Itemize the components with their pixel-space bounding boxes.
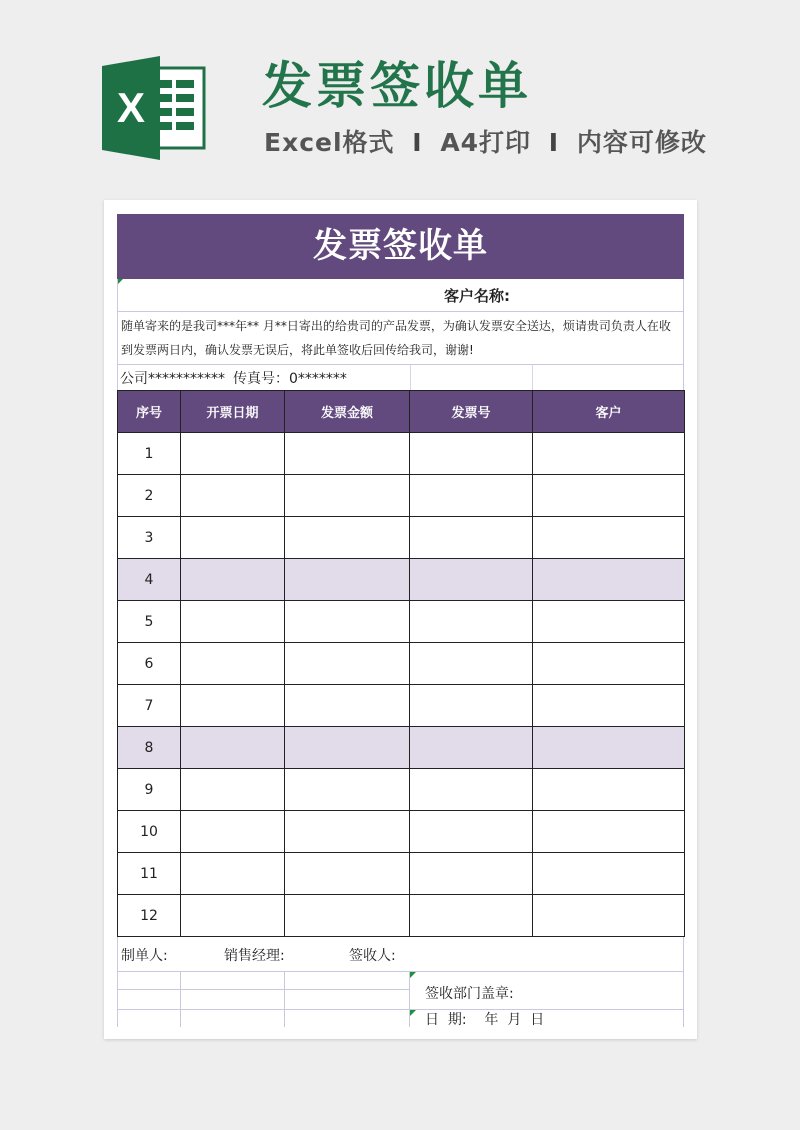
footer-divider: [409, 971, 410, 1027]
cell-invoice-no[interactable]: [410, 727, 533, 769]
invoice-table: [117, 390, 685, 937]
subtitle-separator: I: [412, 128, 423, 157]
cell-index[interactable]: 5: [118, 601, 181, 643]
table-row: [118, 769, 685, 811]
cell-issue-date[interactable]: [181, 853, 285, 895]
cell-invoice-no[interactable]: [410, 643, 533, 685]
cell-invoice-no[interactable]: [410, 433, 533, 475]
sign-date-label[interactable]: 日 期: 年 月 日: [425, 1012, 545, 1028]
table-row: [118, 643, 685, 685]
subtitle-format: Excel格式: [264, 128, 395, 157]
cell-customer[interactable]: [533, 853, 685, 895]
cell-amount[interactable]: [285, 853, 410, 895]
table-row: [118, 811, 685, 853]
col-header-customer: 客户: [533, 391, 685, 433]
subtitle-print: A4打印: [440, 128, 532, 157]
footer-frame: [117, 937, 684, 1027]
col-header-amount: 发票金额: [285, 391, 410, 433]
receiver-label: 签收人:: [349, 948, 396, 964]
footer-line: [117, 1009, 684, 1010]
excel-icon: [102, 56, 208, 160]
footer-line: [117, 971, 684, 972]
cell-index[interactable]: 3: [118, 517, 181, 559]
cell-issue-date[interactable]: [181, 685, 285, 727]
document-page: [104, 200, 697, 1039]
cell-amount[interactable]: [285, 643, 410, 685]
fax-label: 传真号：0*******: [233, 371, 347, 387]
cell-customer[interactable]: [533, 433, 685, 475]
cell-issue-date[interactable]: [181, 601, 285, 643]
cell-amount[interactable]: [285, 601, 410, 643]
cell-index[interactable]: 1: [118, 433, 181, 475]
cell-divider: [410, 365, 411, 390]
cell-issue-date[interactable]: [181, 727, 285, 769]
cell-index[interactable]: 12: [118, 895, 181, 937]
cell-issue-date[interactable]: [181, 643, 285, 685]
cell-invoice-no[interactable]: [410, 685, 533, 727]
cell-amount[interactable]: [285, 895, 410, 937]
form-title: [117, 214, 684, 279]
sales-manager-label: 销售经理:: [224, 948, 285, 964]
cell-customer[interactable]: [533, 601, 685, 643]
col-header-invoice-no: 发票号: [410, 391, 533, 433]
table-row: [118, 559, 685, 601]
customer-name-row[interactable]: [117, 279, 684, 312]
cell-index[interactable]: 6: [118, 643, 181, 685]
cell-customer[interactable]: [533, 475, 685, 517]
company-row[interactable]: [117, 365, 684, 390]
cell-divider: [532, 365, 533, 390]
footer-divider: [180, 971, 181, 1027]
cell-issue-date[interactable]: [181, 769, 285, 811]
cell-customer[interactable]: [533, 895, 685, 937]
form-title-text: 发票签收单: [313, 226, 488, 266]
cell-customer[interactable]: [533, 559, 685, 601]
cell-customer[interactable]: [533, 517, 685, 559]
cell-invoice-no[interactable]: [410, 895, 533, 937]
cell-amount[interactable]: [285, 559, 410, 601]
col-header-index: 序号: [118, 391, 181, 433]
cell-invoice-no[interactable]: [410, 559, 533, 601]
cell-invoice-no[interactable]: [410, 517, 533, 559]
table-row: [118, 517, 685, 559]
subtitle-editable: 内容可修改: [576, 128, 707, 157]
cell-customer[interactable]: [533, 769, 685, 811]
cell-index[interactable]: 4: [118, 559, 181, 601]
cell-amount[interactable]: [285, 685, 410, 727]
cell-comment-marker: [410, 972, 416, 978]
company-label: 公司***********: [120, 371, 225, 387]
table-row: [118, 601, 685, 643]
footer-line: [117, 989, 409, 990]
cell-comment-marker: [410, 1010, 416, 1016]
table-header-row: [118, 391, 685, 433]
footer-divider: [284, 971, 285, 1027]
cell-index[interactable]: 2: [118, 475, 181, 517]
cell-issue-date[interactable]: [181, 517, 285, 559]
dept-seal-label[interactable]: 签收部门盖章:: [425, 986, 514, 1002]
cell-customer[interactable]: [533, 643, 685, 685]
customer-name-label: 客户名称:: [444, 287, 510, 305]
cell-amount[interactable]: [285, 433, 410, 475]
notice-text: 随单寄来的是我司***年** 月**日寄出的给贵司的产品发票，为确认发票安全送达，烦请贵司负责人在收到发票两日内，确认发票无误后，将此单签收后回传给我司，谢谢!: [117, 312, 684, 365]
table-row: [118, 727, 685, 769]
banner-title: 发票签收单: [262, 57, 532, 115]
cell-issue-date[interactable]: [181, 559, 285, 601]
cell-index[interactable]: 9: [118, 769, 181, 811]
cell-issue-date[interactable]: [181, 433, 285, 475]
cell-customer[interactable]: [533, 811, 685, 853]
preparer-label: 制单人:: [121, 948, 168, 964]
table-row: [118, 685, 685, 727]
subtitle-separator: I: [548, 128, 560, 157]
col-header-issue-date: 开票日期: [181, 391, 285, 433]
cell-amount[interactable]: [285, 769, 410, 811]
banner-subtitle: [264, 126, 707, 160]
excel-logo-letter: X: [116, 84, 146, 131]
table-row: [118, 433, 685, 475]
table-row: [118, 475, 685, 517]
cell-amount[interactable]: [285, 727, 410, 769]
cell-invoice-no[interactable]: [410, 769, 533, 811]
cell-amount[interactable]: [285, 475, 410, 517]
cell-amount[interactable]: [285, 811, 410, 853]
cell-customer[interactable]: [533, 685, 685, 727]
cell-invoice-no[interactable]: [410, 853, 533, 895]
cell-index[interactable]: 10: [118, 811, 181, 853]
invoice-form: [117, 214, 684, 1027]
cell-index[interactable]: 8: [118, 727, 181, 769]
cell-invoice-no[interactable]: [410, 475, 533, 517]
cell-amount[interactable]: [285, 517, 410, 559]
cell-invoice-no[interactable]: [410, 811, 533, 853]
table-row: [118, 895, 685, 937]
table-row: [118, 853, 685, 895]
cell-customer[interactable]: [533, 727, 685, 769]
cell-index[interactable]: 11: [118, 853, 181, 895]
cell-issue-date[interactable]: [181, 895, 285, 937]
cell-invoice-no[interactable]: [410, 601, 533, 643]
cell-index[interactable]: 7: [118, 685, 181, 727]
cell-issue-date[interactable]: [181, 475, 285, 517]
cell-issue-date[interactable]: [181, 811, 285, 853]
signature-footer: [117, 937, 684, 1027]
